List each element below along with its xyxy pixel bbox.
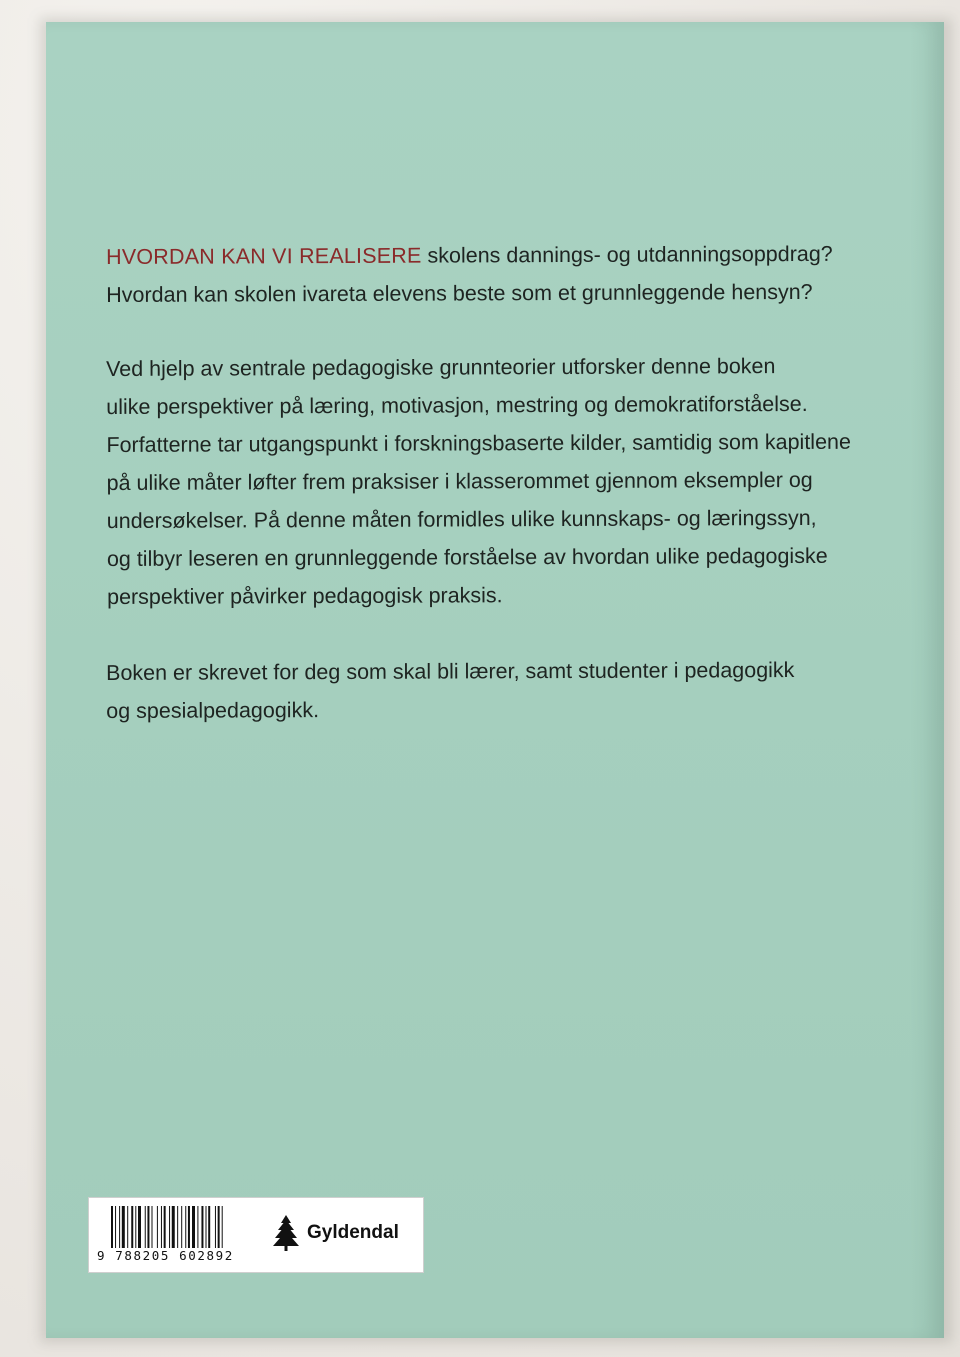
barcode-icon — [111, 1206, 257, 1248]
tree-icon — [271, 1214, 301, 1252]
audience-paragraph — [106, 651, 836, 730]
intro-paragraph — [106, 235, 836, 314]
description-line: undersøkelser. På denne måten formidles ulike kunnskaps- og læringssyn, — [106, 505, 817, 533]
barcode-label — [88, 1197, 424, 1273]
audience-line: Boken er skrevet for deg som skal bli lærer, samt studenter i pedagogikk — [106, 657, 795, 685]
publisher-logo — [271, 1214, 399, 1252]
intro-line-1 — [106, 235, 836, 276]
isbn-digits: 9 788205 602892 — [97, 1248, 234, 1263]
description-line: Forfatterne tar utgangspunkt i forskningsbaserte kilder, samtidig som kapitlene — [106, 429, 851, 457]
publisher-name: Gyldendal — [307, 1222, 399, 1243]
audience-line: og spesialpedagogikk. — [106, 698, 320, 723]
description-line: på ulike måter løfter frem praksiser i klasserommet gjennom eksempler og — [106, 467, 813, 495]
description-line: ulike perspektiver på læring, motivasjon, mestring og demokratiforståelse. — [106, 391, 808, 419]
description-line: og tilbyr leseren en grunnleggende forståelse av hvordan ulike pedagogiske — [106, 543, 828, 571]
description-line: Ved hjelp av sentrale pedagogiske grunnteorier utforsker denne boken — [106, 354, 776, 381]
intro-line-1-rest: skolens dannings- og utdanningsoppdrag? — [421, 241, 833, 268]
book-spine-edge — [910, 22, 944, 1338]
intro-line-2: Hvordan kan skolen ivareta elevens beste som et grunnleggende hensyn? — [106, 279, 813, 307]
book-back-cover — [46, 22, 944, 1338]
description-paragraph — [106, 347, 851, 616]
intro-lead: HVORDAN KAN VI REALISERE — [106, 243, 422, 269]
description-line: perspektiver påvirker pedagogisk praksis. — [107, 583, 503, 609]
